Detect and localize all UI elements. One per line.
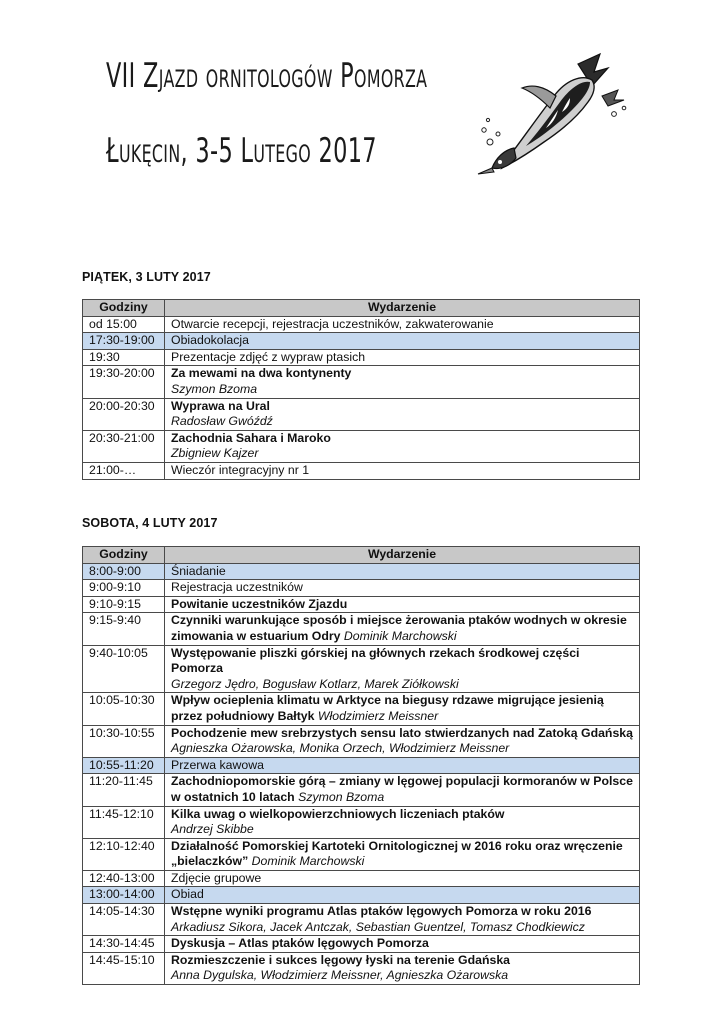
row-time: 19:30-20:00 [83,366,165,398]
event-speakers: Arkadiusz Sikora, Jacek Antczak, Sebastian Guentzel, Tomasz Chodkiewicz [171,919,585,934]
row-time: 12:10-12:40 [83,838,165,870]
table-row [83,333,640,350]
event-title: Kilka uwag o wielkopowierzchniowych liczeniach ptaków [171,806,505,821]
title-line-2: Łukęcin, 3-5 Lutego 2017 [106,131,377,171]
row-event [165,398,640,430]
table-row [83,838,640,870]
event-title: Obiad [171,887,204,902]
schedule-table-friday [82,299,640,480]
table-row [83,430,640,462]
row-event [165,563,640,580]
row-time: 9:40-10:05 [83,645,165,693]
event-title: Dyskusja – Atlas ptaków lęgowych Pomorza [171,936,429,951]
row-time: 20:30-21:00 [83,430,165,462]
row-event [165,838,640,870]
row-time: 14:45-15:10 [83,952,165,984]
table-row [83,870,640,887]
row-event [165,366,640,398]
event-title: Działalność Pomorskiej Kartoteki Ornitologicznej w 2016 roku oraz wręczenie „bielaczków” [171,838,623,869]
row-event [165,645,640,693]
event-title: Występowanie pliszki górskiej na głównych rzekach środkowej części Pomorza [171,645,580,676]
table-row [83,316,640,333]
column-header-event: Wydarzenie [165,547,640,564]
row-time: 21:00-… [83,462,165,479]
table-row [83,806,640,838]
row-event [165,936,640,953]
title-line-1: VII Zjazd ornitologów Pomorza [106,56,428,96]
table-row [83,936,640,953]
row-time: od 15:00 [83,316,165,333]
event-title: Przerwa kawowa [171,757,264,772]
event-speakers: Radosław Gwóźdź [171,414,273,429]
row-time: 20:00-20:30 [83,398,165,430]
row-event [165,870,640,887]
row-event [165,430,640,462]
table-row [83,645,640,693]
table-row [83,580,640,597]
table-row [83,366,640,398]
row-event [165,613,640,645]
event-speakers: Szymon Bzoma [171,381,258,396]
event-title: Czynniki warunkujące sposób i miejsce żerowania ptaków wodnych w okresie zimowania w estuarium Odry [171,613,627,643]
row-event [165,580,640,597]
column-header-time: Godziny [83,300,165,317]
event-title: Zdjęcie grupowe [171,870,262,885]
event-title: Powitanie uczestników Zjazdu [171,596,348,611]
row-time: 10:30-10:55 [83,725,165,757]
row-event [165,462,640,479]
row-time: 14:30-14:45 [83,936,165,953]
event-speakers: Andrzej Skibbe [171,822,254,837]
event-title: Zachodniopomorskie górą – zmiany w lęgowej populacji kormoranów w Polsce w ostatnich 10 latach [171,774,633,804]
row-time: 12:40-13:00 [83,870,165,887]
event-speakers: Anna Dygulska, Włodzimierz Meissner, Agnieszka Ożarowska [171,968,509,983]
row-event [165,333,640,350]
row-time: 8:00-9:00 [83,563,165,580]
schedule-table-saturday [82,546,640,985]
event-title: Śniadanie [171,563,226,578]
event-title: Obiadokolacja [171,333,249,348]
day-heading-friday: PIĄTEK, 3 LUTY 2017 [82,270,211,284]
table-header-row [83,547,640,564]
row-event [165,757,640,774]
event-title: Prezentacje zdjęć z wypraw ptasich [171,349,366,364]
row-time: 9:15-9:40 [83,613,165,645]
row-time: 11:20-11:45 [83,774,165,806]
table-row [83,887,640,904]
event-title: Pochodzenie mew srebrzystych sensu lato stwierdzanych nad Zatoką Gdańską [171,725,633,740]
event-title: Wieczór integracyjny nr 1 [171,462,310,477]
row-time: 9:00-9:10 [83,580,165,597]
event-title: Otwarcie recepcji, rejestracja uczestników, zakwaterowanie [171,316,494,331]
table-row [83,462,640,479]
table-row [83,904,640,936]
event-title: Za mewami na dwa kontynenty [171,366,352,381]
table-row [83,563,640,580]
row-event [165,316,640,333]
table-header-row [83,300,640,317]
table-row [83,693,640,725]
table-row [83,757,640,774]
row-event [165,774,640,806]
event-title: Rozmieszczenie i sukces lęgowy łyski na terenie Gdańska [171,952,510,967]
row-time: 13:00-14:00 [83,887,165,904]
row-event [165,693,640,725]
table-row [83,596,640,613]
event-title: Rejestracja uczestników [171,580,303,595]
row-event [165,725,640,757]
diving-bird-icon [474,50,632,188]
event-speakers: Grzegorz Jędro, Bogusław Kotlarz, Marek Ziółkowski [171,676,459,691]
event-title: Wpływ ocieplenia klimatu w Arktyce na biegusy rdzawe migrujące jesienią przez południowy Bałtyk [171,693,604,723]
table-row [83,613,640,645]
row-event [165,904,640,936]
event-title: Wstępne wyniki programu Atlas ptaków lęgowych Pomorza w roku 2016 [171,904,592,919]
row-event [165,349,640,366]
table-row [83,725,640,757]
event-speakers: Dominik Marchowski [251,854,365,869]
table-row [83,398,640,430]
table-row [83,349,640,366]
table-row [83,952,640,984]
row-event [165,806,640,838]
event-speakers: Agnieszka Ożarowska, Monika Orzech, Włodzimierz Meissner [171,741,510,756]
row-time: 10:05-10:30 [83,693,165,725]
event-speakers: Dominik Marchowski [343,628,457,643]
row-time: 10:55-11:20 [83,757,165,774]
row-time: 19:30 [83,349,165,366]
day-heading-saturday: SOBOTA, 4 LUTY 2017 [82,516,218,530]
column-header-time: Godziny [83,547,165,564]
row-event [165,887,640,904]
column-header-event: Wydarzenie [165,300,640,317]
row-time: 14:05-14:30 [83,904,165,936]
event-speakers: Szymon Bzoma [298,789,385,804]
event-title: Wyprawa na Ural [171,398,270,413]
table-row [83,774,640,806]
row-event [165,596,640,613]
row-time: 17:30-19:00 [83,333,165,350]
event-speakers: Włodzimierz Meissner [317,708,439,723]
event-title: Zachodnia Sahara i Maroko [171,430,331,445]
row-time: 9:10-9:15 [83,596,165,613]
event-speakers: Zbigniew Kajzer [171,446,259,461]
row-time: 11:45-12:10 [83,806,165,838]
row-event [165,952,640,984]
